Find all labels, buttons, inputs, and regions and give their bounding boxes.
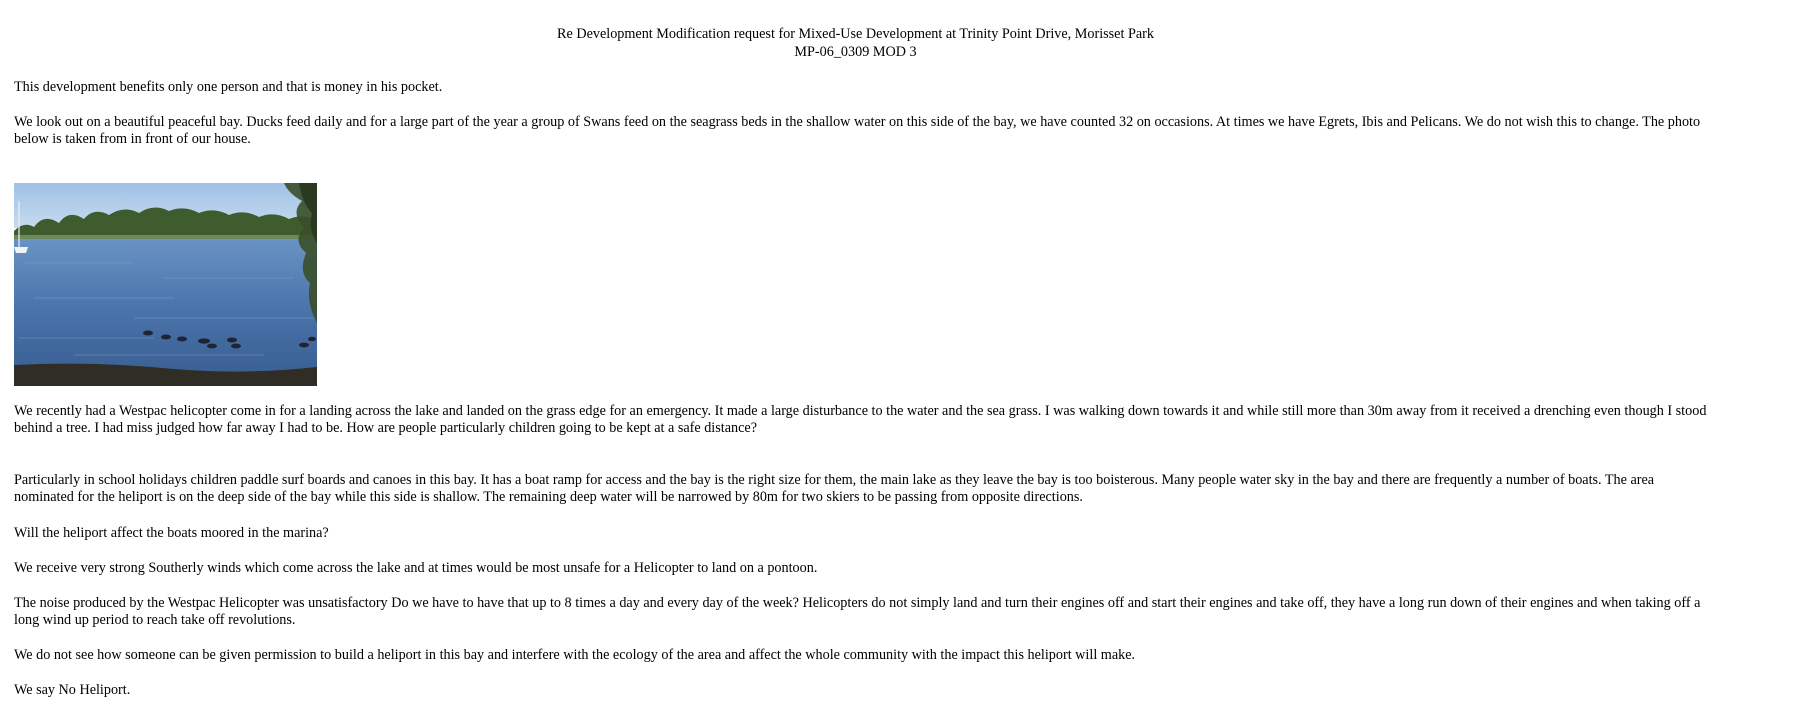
- title-line-2: MP-06_0309 MOD 3: [794, 44, 917, 60]
- paragraph-4: Particularly in school holidays children paddle surf boards and canoes in this bay. It has a boat ramp for access and the bay is the right size for them, the main lake as they leave the bay is too boisterous. Many people water sky in the bay and there are frequently a number of boats. The area nominated for the heliport is on the deep side of the bay while this side is shallow. The remaining deep water will be narrowed by 80m for two skiers to be passing from opposite directions.: [14, 472, 1655, 505]
- paragraph-6: We receive very strong Southerly winds which come across the lake and at times would be most unsafe for a Helicopter to land on a pontoon.: [14, 560, 818, 576]
- paragraph-1: This development benefits only one person and that is money in his pocket.: [14, 79, 443, 95]
- paragraph-3: We recently had a Westpac helicopter come in for a landing across the lake and landed on the grass edge for an emergency. It made a large disturbance to the water and the sea grass. I was walking down towards it and while still more than 30m away from it received a drenching even though I stood behind a tree. I had miss judged how far away I had to be. How are people particularly children going to be kept at a safe distance?: [14, 403, 1707, 436]
- paragraph-9: We say No Heliport.: [14, 682, 131, 698]
- title-line-1: Re Development Modification request for Mixed-Use Development at Trinity Point Drive, Morisset Park: [557, 26, 1154, 42]
- document-title: [14, 26, 1697, 62]
- paragraph-7: The noise produced by the Westpac Helicopter was unsatisfactory Do we have to have that up to 8 times a day and every day of the week? Helicopters do not simply land and turn their engines off and start their engines and take off, they have a long run down of their engines and when taking off a long wind up period to reach take off revolutions.: [14, 595, 1701, 628]
- paragraph-2: We look out on a beautiful peaceful bay. Ducks feed daily and for a large part of the year a group of Swans feed on the seagrass beds in the shallow water on this side of the bay, we have counted 32 on occasions. At times we have Egrets, Ibis and Pelicans. We do not wish this to change. The photo below is taken from in front of our house.: [14, 114, 1701, 147]
- paragraph-8: We do not see how someone can be given permission to build a heliport in this bay and interfere with the ecology of the area and affect the whole community with the impact this heliport will make.: [14, 647, 1136, 663]
- paragraph-5: Will the heliport affect the boats moored in the marina?: [14, 525, 329, 541]
- bay-photo-image: [14, 183, 317, 386]
- bay-photo: [14, 183, 317, 386]
